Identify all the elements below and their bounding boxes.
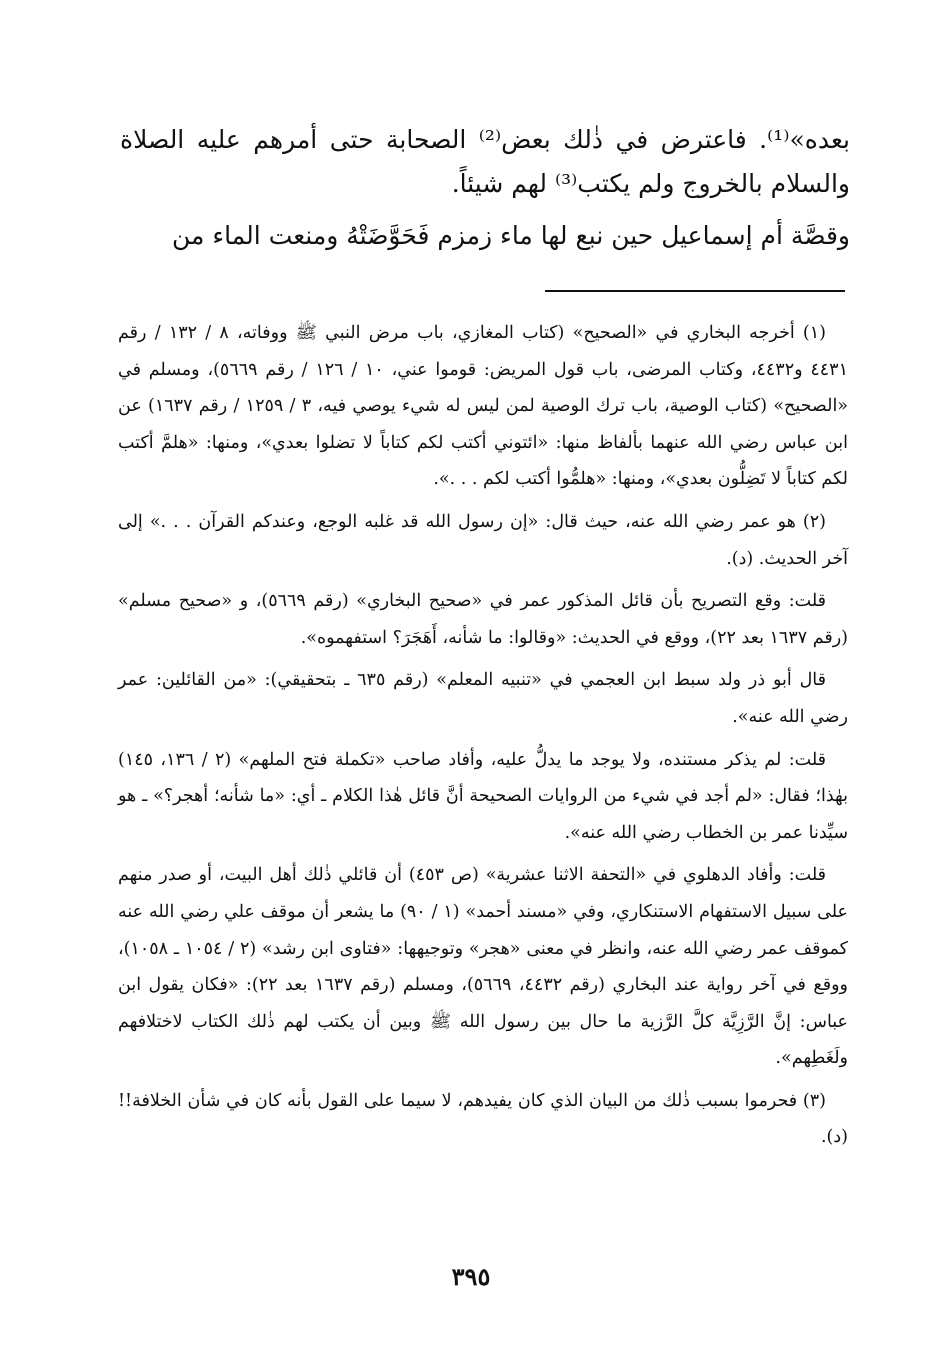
page-number: ٣٩٥ xyxy=(451,1262,491,1291)
main-paragraph: بعده»⁽¹⁾. فاعترض في ذٰلك بعض⁽²⁾ الصحابة حتى أمرهم عليه الصلاة والسلام بالخروج ولم يكتب⁽³⁾ لهم شيئاً. xyxy=(120,125,850,198)
footnote-comment: قلت: وأفاد الدهلوي في «التحفة الاثنا عشرية» (ص ٤٥٣) أن قائلي ذٰلك أهل البيت، أو صدر منهم على سبيل الاستفهام الاستنكاري، وفي «مسند أحمد» (١ / ٩٠) ما يشعر أن موقف علي رضي الله عنه كموقف عمر رضي الله عنه، وانظر في معنى «هجر» وتوجيهها: «فتاوى ابن رشد» (٢ / ١٠٥٤ ـ ١٠٥٨)، ووقع في آخر رواية عند البخاري (رقم ٤٤٣٢، ٥٦٦٩)، ومسلم (رقم ١٦٣٧ بعد ٢٢): «فكان يقول ابن عباس: إنَّ الرَّزِيَّة كلَّ الرَّزية ما حال بين رسول الله ﷺ وبين أن يكتب لهم ذٰلك الكتاب لاختلافهم ولَغَطِهم». xyxy=(118,865,849,1069)
footnote-separator xyxy=(545,290,845,292)
footnote-comment: قال أبو ذر ولد سبط ابن العجمي في «تنبيه المعلم» (رقم ٦٣٥ ـ بتحقيقي): «من القائلين: عمر رضي الله عنه». xyxy=(118,670,848,727)
footnote-comment: قلت: وقع التصريح بأن قائل المذكور عمر في «صحيح البخاري» (رقم ٥٦٦٩)، و «صحيح مسلم» (رقم ١٦٣٧ بعد ٢٢)، ووقع في الحديث: «وقالوا: ما شأنه، أَهَجَرَ؟ استفهموه». xyxy=(118,591,848,648)
main-paragraph: وقصَّة أم إسماعيل حين نبع لها ماء زمزم فَحَوَّضَتْهُ ومنعت الماء من xyxy=(171,221,850,250)
footnotes xyxy=(118,315,848,1162)
main-text xyxy=(120,118,850,258)
footnote-1: (١) أخرجه البخاري في «الصحيح» (كتاب المغازي، باب مرض النبي ﷺ ووفاته، ٨ / ١٣٢ / رقم ٤٤٣١ و٤٤٣٢، وكتاب المرضى، باب قول المريض: قوموا عني، ١٠ / ١٢٦ / رقم ٥٦٦٩)، ومسلم في «الصحيح» (كتاب الوصية، باب ترك الوصية لمن ليس له شيء يوصي فيه، ٣ / ١٢٥٩ / رقم ١٦٣٧) عن ابن عباس رضي الله عنهما بألفاظ منها: «ائتوني أكتب لكم كتاباً لا تضلوا بعدي»، ومنها: «هلمَّ أكتب لكم كتاباً لا تَضِلُّون بعدي»، ومنها: «هلمُّوا أكتب لكم . . .». xyxy=(118,323,849,490)
footnote-comment: قلت: لم يذكر مستنده، ولا يوجد ما يدلُّ عليه، وأفاد صاحب «تكملة فتح الملهم» (٢ / ١٣٦، ١٤٥) بهٰذا؛ فقال: «لم أجد في شيء من الروايات الصحيحة أنَّ قائل هٰذا الكلام ـ أي: «ما شأنه؛ أهجر؟» ـ هو سيِّدنا عمر بن الخطاب رضي الله عنه». xyxy=(118,749,848,843)
footnote-2: (٢) هو عمر رضي الله عنه، حيث قال: «إن رسول الله قد غلبه الوجع، وعندكم القرآن . . .» إلى آخر الحديث. (د). xyxy=(118,511,848,569)
footnote-3: (٣) فحرموا بسبب ذٰلك من البيان الذي كان يفيدهم، لا سيما على القول بأنه كان في شأن الخلافة!! (د). xyxy=(118,1090,848,1148)
